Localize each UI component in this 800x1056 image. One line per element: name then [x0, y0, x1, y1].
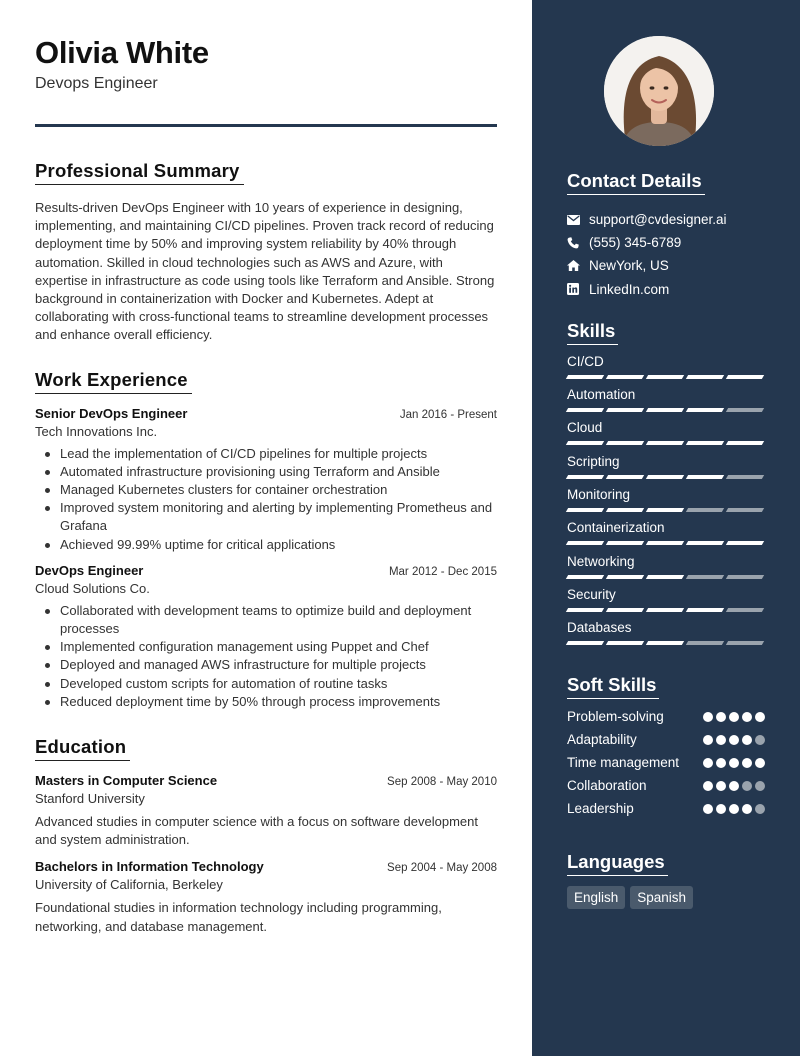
contact-linkedin-text: LinkedIn.com: [589, 281, 670, 297]
soft-skill-name: Leadership: [567, 801, 634, 817]
skill-rating-segment: [566, 541, 604, 545]
language-chip: English: [567, 886, 625, 909]
soft-skill-item: [567, 731, 765, 750]
skill-name: Security: [567, 586, 616, 602]
rating-dot: [716, 712, 726, 722]
contact-email[interactable]: [567, 208, 765, 231]
skill-item: [567, 486, 765, 519]
envelope-icon: [567, 215, 589, 225]
skill-rating-segment: [566, 575, 604, 579]
skill-rating-segment: [686, 375, 724, 379]
soft-skill-rating: [703, 708, 765, 722]
soft-skill-name: Time management: [567, 755, 680, 771]
job-bullet: Lead the implementation of CI/CD pipelines for multiple projects: [35, 445, 497, 463]
skill-item: [567, 519, 765, 552]
soft-skill-name: Problem-solving: [567, 709, 664, 725]
skill-rating-segment: [726, 641, 764, 645]
school-name: University of California, Berkeley: [35, 877, 223, 893]
contact-location-text: NewYork, US: [589, 258, 669, 274]
skill-rating-segment: [646, 508, 684, 512]
skill-name: Cloud: [567, 420, 603, 436]
job-bullet: Achieved 99.99% uptime for critical applications: [35, 536, 497, 554]
skill-rating-segment: [726, 441, 764, 445]
skill-rating-segment: [726, 575, 764, 579]
job-bullet: Managed Kubernetes clusters for container orchestration: [35, 481, 497, 499]
skill-rating-segment: [726, 508, 764, 512]
skill-item: [567, 353, 765, 386]
work-experience-heading: Work Experience: [35, 369, 192, 394]
soft-skill-item: [567, 708, 765, 727]
rating-dot: [703, 735, 713, 745]
skill-name: Monitoring: [567, 486, 631, 502]
skill-rating-segment: [686, 641, 724, 645]
skill-rating-bar: [567, 575, 765, 579]
education-dates: Sep 2008 - May 2010: [387, 776, 497, 789]
contact-location: [567, 254, 765, 277]
contact-heading: Contact Details: [567, 170, 705, 195]
rating-dot: [729, 758, 739, 768]
contact-phone-text: (555) 345-6789: [589, 235, 682, 251]
rating-dot: [755, 735, 765, 745]
profile-portrait-icon: [604, 36, 714, 146]
skill-rating-bar: [567, 375, 765, 379]
soft-skill-rating: [703, 731, 765, 745]
job-bullet: Automated infrastructure provisioning using Terraform and Ansible: [35, 463, 497, 481]
education-description: Foundational studies in information technology including programming, networking, and database management.: [35, 900, 442, 934]
skill-rating-segment: [606, 608, 644, 612]
candidate-name: Olivia White: [35, 35, 209, 70]
skill-name: Databases: [567, 620, 632, 636]
skill-rating-segment: [646, 408, 684, 412]
soft-skill-item: [567, 754, 765, 773]
skill-name: Networking: [567, 553, 635, 569]
summary-heading: Professional Summary: [35, 160, 244, 185]
job-dates: Jan 2016 - Present: [399, 408, 497, 421]
rating-dot: [742, 735, 752, 745]
soft-skill-name: Collaboration: [567, 778, 647, 794]
rating-dot: [703, 758, 713, 768]
languages-heading: Languages: [567, 851, 668, 876]
rating-dot: [729, 804, 739, 814]
rating-dot: [742, 758, 752, 768]
job-dates: Mar 2012 - Dec 2015: [388, 565, 497, 578]
rating-dot: [742, 712, 752, 722]
skill-name: Automation: [567, 387, 636, 403]
soft-skill-item: [567, 800, 765, 819]
soft-skill-item: [567, 777, 765, 796]
skill-rating-segment: [566, 608, 604, 612]
skill-rating-segment: [726, 608, 764, 612]
rating-dot: [716, 735, 726, 745]
contact-linkedin[interactable]: [567, 278, 765, 301]
soft-skill-name: Adaptability: [567, 732, 637, 748]
education-heading: Education: [35, 736, 130, 761]
skill-rating-segment: [646, 541, 684, 545]
skill-rating-segment: [606, 408, 644, 412]
skill-rating-segment: [646, 475, 684, 479]
skill-name: Containerization: [567, 520, 665, 536]
skill-rating-segment: [726, 375, 764, 379]
rating-dot: [755, 758, 765, 768]
soft-skill-rating: [703, 777, 765, 791]
skills-list: [567, 353, 765, 653]
skill-rating-segment: [686, 475, 724, 479]
education-entry: [35, 773, 497, 849]
rating-dot: [729, 781, 739, 791]
linkedin-icon: [567, 283, 589, 295]
skill-rating-segment: [606, 441, 644, 445]
skill-rating-segment: [606, 575, 644, 579]
skill-rating-bar: [567, 441, 765, 445]
skill-rating-segment: [566, 375, 604, 379]
header-divider: [35, 124, 497, 127]
rating-dot: [729, 735, 739, 745]
rating-dot: [729, 712, 739, 722]
contact-phone[interactable]: [567, 231, 765, 254]
skill-item: [567, 553, 765, 586]
skill-rating-segment: [646, 575, 684, 579]
skill-rating-segment: [686, 441, 724, 445]
skill-rating-segment: [606, 375, 644, 379]
skill-rating-segment: [566, 441, 604, 445]
skill-rating-bar: [567, 641, 765, 645]
skill-rating-segment: [566, 641, 604, 645]
contact-email-text: support@cvdesigner.ai: [589, 212, 727, 228]
summary-text: Results-driven DevOps Engineer with 10 years of experience in designing, implementing, and maintaining CI/CD pipelines. Proven track record of reducing deployment time by 50% and improving system reliability by 40% through automation. Skilled in cloud technologies such as AWS and Azure, with expertise in infrastructure as code using tools like Terraform and Ansible. Strong background in containerization with Docker and Kubernetes. Adept at collaborating with cross-functional teams to streamline development processes and enhance overall efficiency.: [35, 200, 495, 343]
job-bullet: Collaborated with development teams to optimize build and deployment processes: [35, 602, 497, 638]
rating-dot: [716, 804, 726, 814]
languages-list: [567, 886, 765, 909]
skill-rating-segment: [726, 541, 764, 545]
candidate-role: Devops Engineer: [35, 75, 158, 92]
rating-dot: [742, 781, 752, 791]
education-dates: Sep 2004 - May 2008: [387, 862, 497, 875]
rating-dot: [703, 804, 713, 814]
degree-title: Masters in Computer Science: [35, 773, 218, 789]
skill-rating-segment: [686, 575, 724, 579]
job-bullet: Implemented configuration management using Puppet and Chef: [35, 638, 497, 656]
rating-dot: [716, 758, 726, 768]
skill-item: [567, 386, 765, 419]
skill-rating-segment: [566, 408, 604, 412]
skill-rating-segment: [566, 475, 604, 479]
skill-rating-bar: [567, 541, 765, 545]
job-bullet: Reduced deployment time by 50% through process improvements: [35, 693, 497, 711]
skill-rating-bar: [567, 408, 765, 412]
school-name: Stanford University: [35, 791, 145, 807]
rating-dot: [755, 804, 765, 814]
skill-rating-segment: [726, 408, 764, 412]
degree-title: Bachelors in Information Technology: [35, 859, 264, 875]
skill-name: CI/CD: [567, 353, 604, 369]
rating-dot: [742, 804, 752, 814]
education-entry: [35, 859, 497, 935]
job-bullet: Developed custom scripts for automation of routine tasks: [35, 675, 497, 693]
skill-item: [567, 619, 765, 652]
skill-item: [567, 453, 765, 486]
job-company: Tech Innovations Inc.: [35, 423, 158, 439]
skill-name: Scripting: [567, 453, 620, 469]
job-bullets: [35, 445, 497, 554]
skill-rating-segment: [686, 408, 724, 412]
main-column: [35, 34, 497, 936]
job-bullet: Deployed and managed AWS infrastructure for multiple projects: [35, 656, 497, 674]
skill-rating-segment: [726, 475, 764, 479]
contact-list: [567, 208, 765, 301]
job-bullet: Improved system monitoring and alerting by implementing Prometheus and Grafana: [35, 499, 497, 535]
skill-rating-segment: [646, 441, 684, 445]
sidebar-content: [567, 170, 765, 909]
skill-rating-segment: [606, 541, 644, 545]
skill-rating-bar: [567, 508, 765, 512]
skill-rating-segment: [566, 508, 604, 512]
job-bullets: [35, 602, 497, 711]
skill-rating-segment: [686, 508, 724, 512]
skill-rating-segment: [606, 641, 644, 645]
job-entry: [35, 563, 497, 711]
rating-dot: [703, 712, 713, 722]
skill-rating-bar: [567, 608, 765, 612]
skill-rating-segment: [646, 641, 684, 645]
skill-item: [567, 586, 765, 619]
skill-rating-segment: [686, 608, 724, 612]
skill-rating-segment: [646, 608, 684, 612]
job-title: DevOps Engineer: [35, 562, 144, 578]
rating-dot: [755, 712, 765, 722]
education-description: Advanced studies in computer science with a focus on software development and system administration.: [35, 814, 478, 848]
rating-dot: [755, 781, 765, 791]
skill-item: [567, 419, 765, 452]
rating-dot: [703, 781, 713, 791]
skill-rating-segment: [646, 375, 684, 379]
profile-photo: [604, 36, 714, 146]
soft-skill-rating: [703, 754, 765, 768]
soft-skills-list: [567, 708, 765, 819]
soft-skill-rating: [703, 800, 765, 814]
job-title: Senior DevOps Engineer: [35, 405, 188, 421]
skill-rating-segment: [606, 475, 644, 479]
language-chip: Spanish: [630, 886, 693, 909]
soft-skills-heading: Soft Skills: [567, 674, 659, 699]
skill-rating-bar: [567, 475, 765, 479]
rating-dot: [716, 781, 726, 791]
sidebar: [532, 0, 800, 1056]
skill-rating-segment: [686, 541, 724, 545]
job-entry: [35, 406, 497, 554]
phone-icon: [567, 237, 589, 249]
skills-heading: Skills: [567, 320, 618, 345]
skill-rating-segment: [606, 508, 644, 512]
home-icon: [567, 260, 589, 271]
job-company: Cloud Solutions Co.: [35, 580, 150, 596]
